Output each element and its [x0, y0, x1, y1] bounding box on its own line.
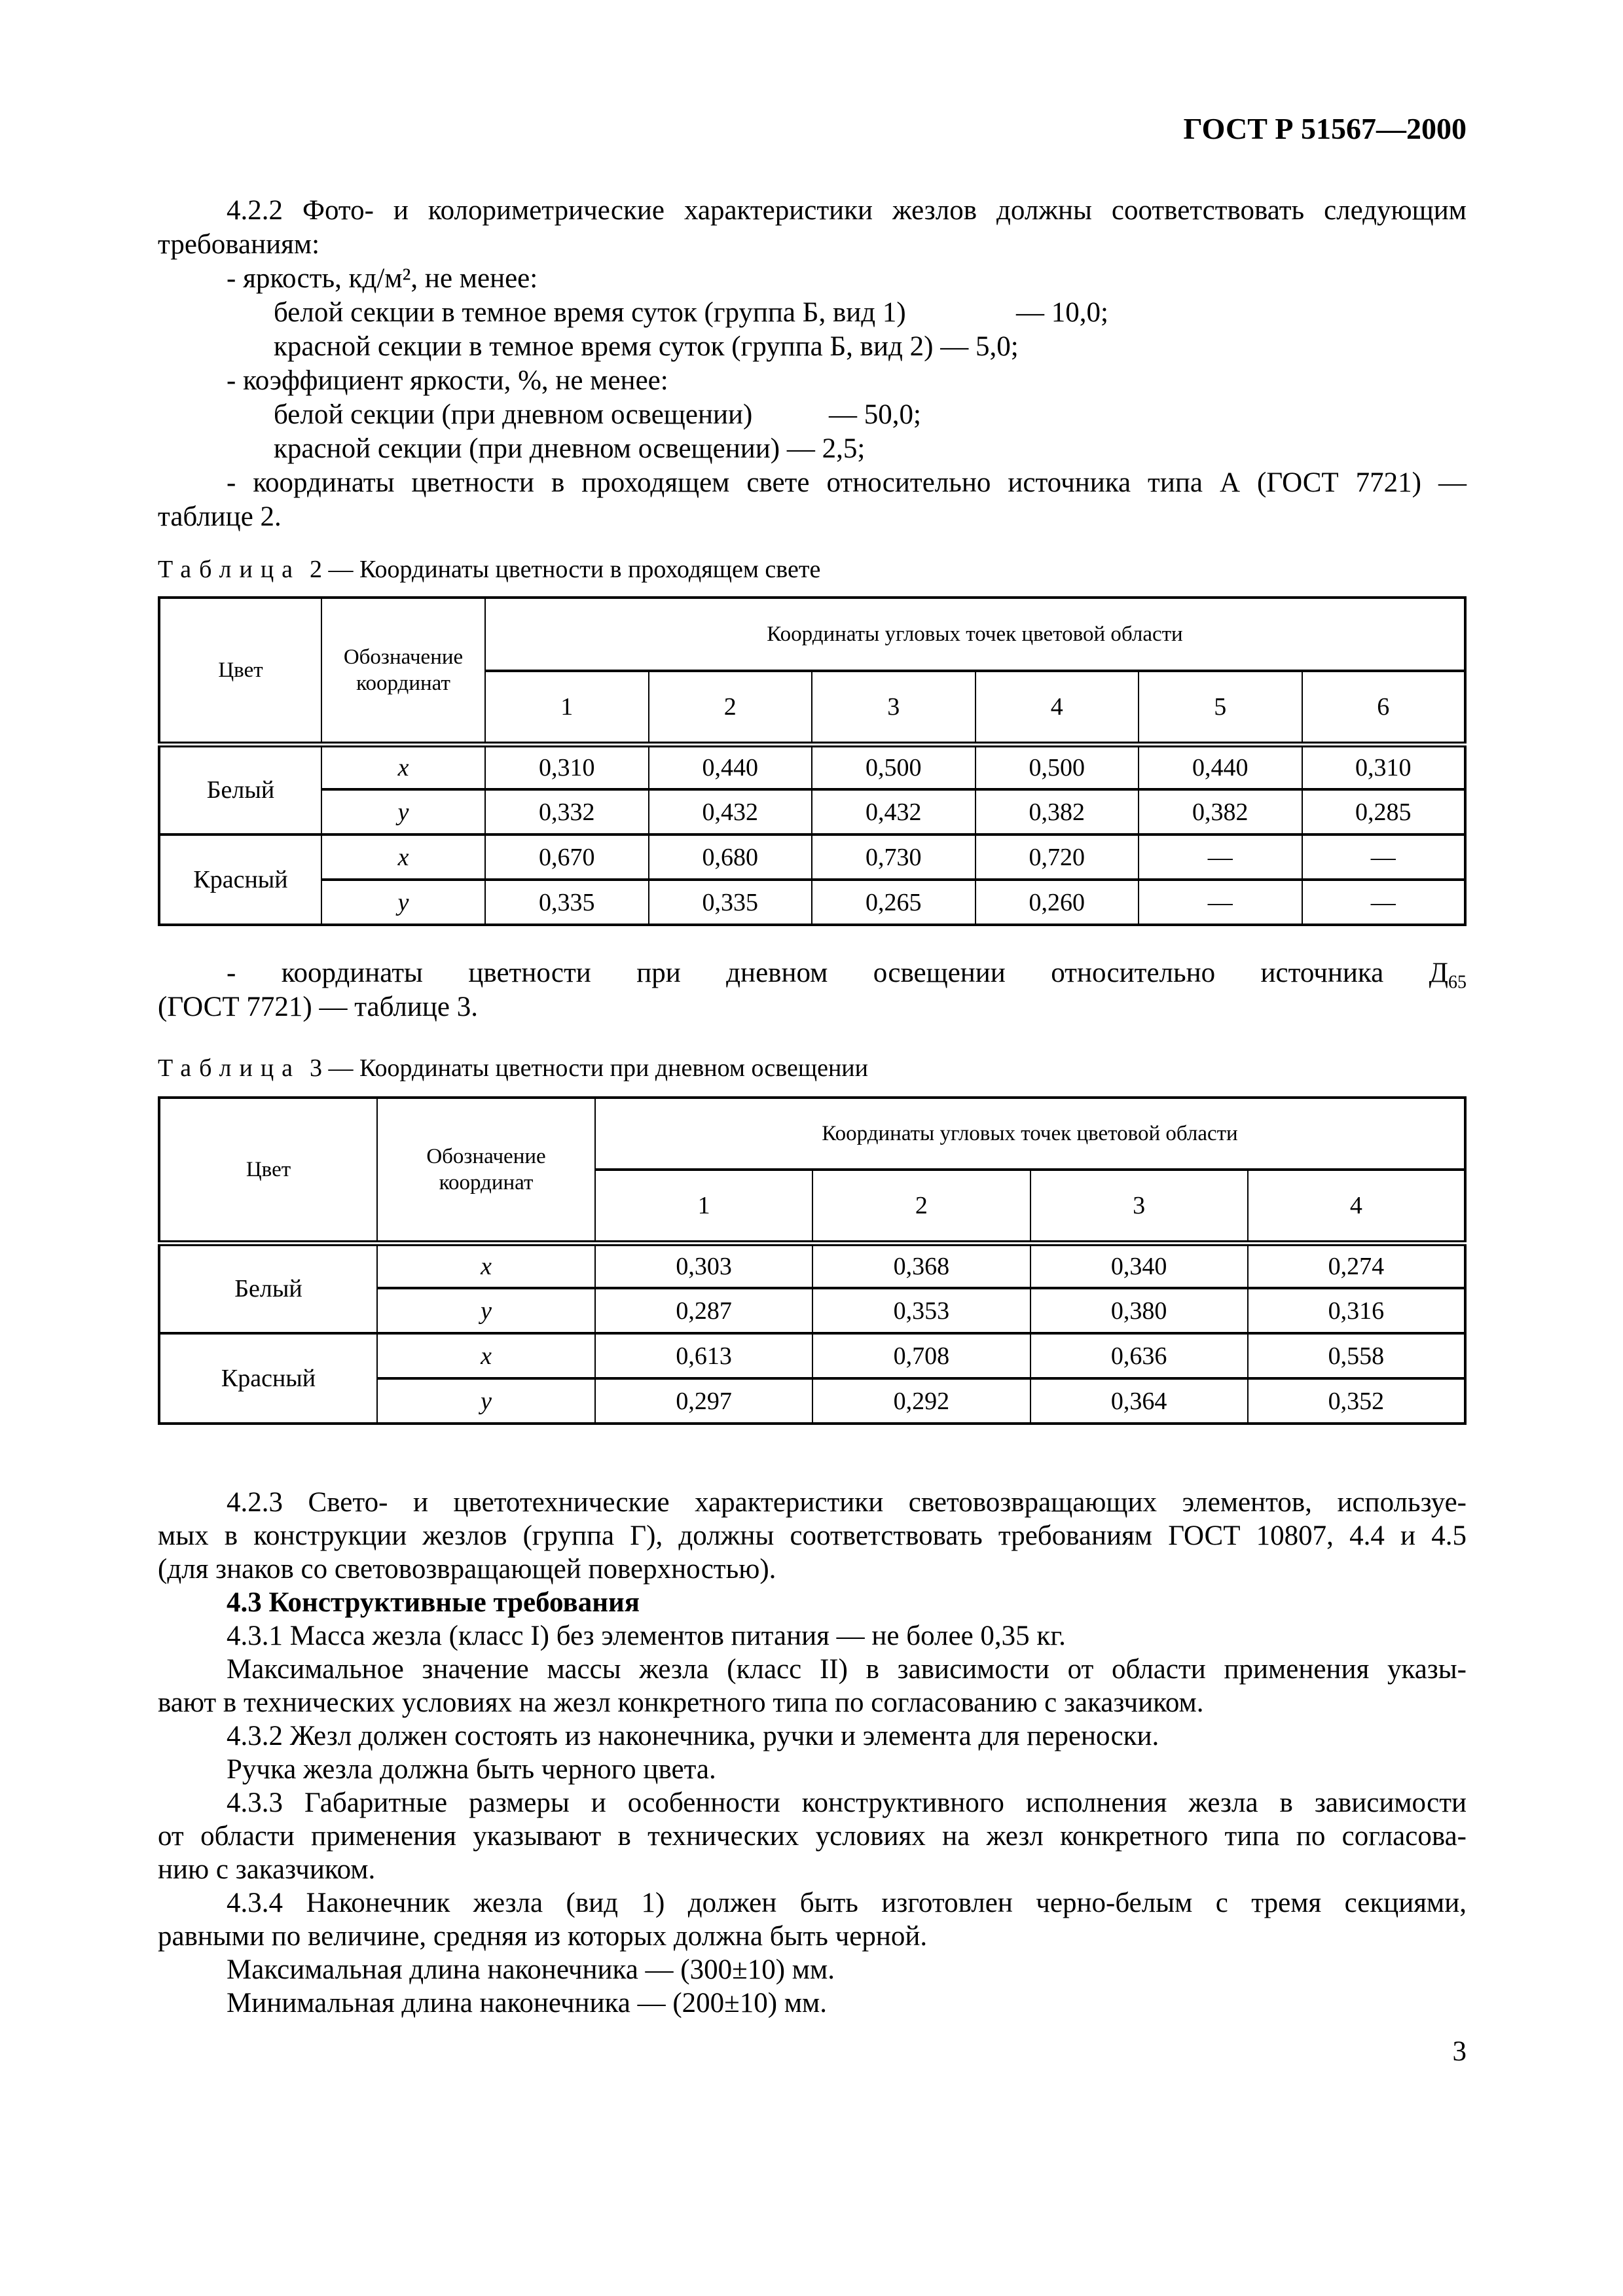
- text-line: [158, 398, 1467, 432]
- value-cell: 0,432: [812, 789, 976, 834]
- value-cell: 0,292: [812, 1378, 1030, 1424]
- point-header: 2: [649, 671, 812, 744]
- text-line: 4.3.2 Жезл должен состоять из наконечника, ручки и элемента для переноски.: [227, 1721, 1159, 1751]
- value-cell: 0,432: [649, 789, 812, 834]
- point-header: 6: [1302, 671, 1466, 744]
- point-header: 3: [812, 671, 976, 744]
- value-cell: 0,708: [812, 1333, 1030, 1378]
- value-cell: 0,558: [1248, 1333, 1465, 1378]
- text-line: требованиям:: [158, 229, 320, 260]
- text-line: [158, 296, 1467, 330]
- table-3-caption: [158, 1054, 868, 1083]
- table-row: [159, 744, 1465, 789]
- table-row: [159, 880, 1465, 925]
- point-header: 1: [595, 1170, 812, 1243]
- table-row: [159, 1243, 1465, 1288]
- value-cell: 0,382: [976, 789, 1139, 834]
- value-cell: 0,636: [1030, 1333, 1248, 1378]
- value-cell: 0,303: [595, 1243, 812, 1288]
- text-line: Максимальное значение массы жезла (класс II) в зависимости от области применения указы-: [227, 1654, 1467, 1685]
- item-label: белой секции в темное время суток (группа Б, вид 1): [274, 297, 906, 328]
- value-cell: 0,364: [1030, 1378, 1248, 1424]
- value-cell: 0,353: [812, 1288, 1030, 1333]
- value-cell: 0,310: [1302, 744, 1466, 789]
- value-cell: —: [1302, 834, 1466, 880]
- value-cell: 0,332: [485, 789, 649, 834]
- value-cell: 0,265: [812, 880, 976, 925]
- coord-label: x: [377, 1333, 595, 1378]
- text-line: Ручка жезла должна быть черного цвета.: [227, 1754, 716, 1785]
- point-header: 1: [485, 671, 649, 744]
- coord-label: x: [377, 1243, 595, 1288]
- section-4-2-3-and-4-3: [158, 1486, 1467, 2020]
- point-header: 3: [1030, 1170, 1248, 1243]
- coord-label: x: [321, 834, 485, 880]
- value-cell: 0,380: [1030, 1288, 1248, 1333]
- text-line: мых в конструкции жезлов (группа Г), должны соответствовать требованиям ГОСТ 10807, 4.4 и 4.5: [158, 1520, 1467, 1551]
- text-line: 4.2.3 Свето- и цветотехнические характеристики световозвращающих элементов, используе-: [227, 1487, 1467, 1518]
- point-header: 4: [1248, 1170, 1465, 1243]
- section-4-2-2: [158, 194, 1467, 534]
- text-line: - яркость, кд/м², не менее:: [227, 263, 538, 294]
- text-line: нию с заказчиком.: [158, 1854, 376, 1885]
- value-cell: 0,382: [1139, 789, 1302, 834]
- caption-word: Таблица: [158, 1054, 301, 1082]
- value-cell: —: [1139, 880, 1302, 925]
- coord-label: y: [377, 1378, 595, 1424]
- page-number: 3: [1452, 2036, 1467, 2067]
- value-cell: 0,720: [976, 834, 1139, 880]
- section-heading: 4.3 Конструктивные требования: [227, 1587, 640, 1618]
- coord-label: x: [321, 744, 485, 789]
- point-header: 2: [812, 1170, 1030, 1243]
- item-label: красной секции в темное время суток (группа Б, вид 2): [274, 331, 934, 362]
- text-line: 4.2.2 Фото- и колориметрические характеристики жезлов должны соответствовать следующим: [227, 195, 1467, 226]
- text-line: (ГОСТ 7721) — таблице 3.: [158, 992, 478, 1022]
- header-coord: Обозначение координат: [377, 1098, 595, 1243]
- value-cell: —: [1302, 880, 1466, 925]
- table-2: [158, 596, 1467, 926]
- subscript: 65: [1448, 972, 1467, 993]
- text-line: вают в технических условиях на жезл конкретного типа по согласованию с заказчиком.: [158, 1687, 1204, 1718]
- item-label: белой секции (при дневном освещении): [274, 399, 753, 430]
- text-line: Минимальная длина наконечника — (200±10) мм.: [227, 1988, 828, 2018]
- value-cell: 0,285: [1302, 789, 1466, 834]
- value-cell: 0,274: [1248, 1243, 1465, 1288]
- text-line: - координаты цветности в проходящем свете относительно источника типа А (ГОСТ 7721) —: [227, 467, 1467, 498]
- text-line: Максимальная длина наконечника — (300±10) мм.: [227, 1954, 835, 1985]
- value-cell: 0,340: [1030, 1243, 1248, 1288]
- point-header: 5: [1139, 671, 1302, 744]
- value-cell: 0,500: [812, 744, 976, 789]
- header-color: Цвет: [159, 598, 321, 744]
- value-cell: 0,310: [485, 744, 649, 789]
- item-label: красной секции (при дневном освещении): [274, 433, 780, 464]
- value-cell: 0,260: [976, 880, 1139, 925]
- coord-label: y: [321, 880, 485, 925]
- value-cell: 0,670: [485, 834, 649, 880]
- text-line: (для знаков со световозвращающей поверхностью).: [158, 1554, 776, 1585]
- color-cell: Белый: [159, 744, 321, 834]
- text-line: равными по величине, средняя из которых должна быть черной.: [158, 1921, 928, 1952]
- table-row: [159, 834, 1465, 880]
- color-cell: Красный: [159, 834, 321, 925]
- value-cell: 0,335: [485, 880, 649, 925]
- item-value: — 10,0;: [1016, 297, 1108, 328]
- text-line: таблице 2.: [158, 501, 282, 532]
- value-cell: 0,730: [812, 834, 976, 880]
- value-cell: 0,368: [812, 1243, 1030, 1288]
- table-2-caption: [158, 555, 820, 584]
- value-cell: 0,352: [1248, 1378, 1465, 1424]
- header-points: Координаты угловых точек цветовой области: [485, 598, 1465, 671]
- item-value: — 5,0;: [940, 331, 1019, 362]
- value-cell: 0,440: [649, 744, 812, 789]
- item-value: — 50,0;: [829, 399, 921, 430]
- value-cell: 0,297: [595, 1378, 812, 1424]
- text-line: 4.3.1 Масса жезла (класс I) без элементов питания — не более 0,35 кг.: [227, 1621, 1066, 1651]
- header-color: Цвет: [159, 1098, 377, 1243]
- table-3: [158, 1096, 1467, 1425]
- text-line: 4.3.3 Габаритные размеры и особенности конструктивного исполнения жезла в зависимости: [227, 1787, 1467, 1818]
- value-cell: —: [1139, 834, 1302, 880]
- value-cell: 0,613: [595, 1333, 812, 1378]
- text-line: 4.3.4 Наконечник жезла (вид 1) должен быть изготовлен черно-белым с тремя секциями,: [227, 1888, 1467, 1918]
- coord-label: y: [321, 789, 485, 834]
- item-value: — 2,5;: [786, 433, 866, 464]
- caption-text: 3 — Координаты цветности при дневном освещении: [310, 1054, 868, 1082]
- table-row: [159, 1333, 1465, 1378]
- header-coord: Обозначение координат: [321, 598, 485, 744]
- color-cell: Белый: [159, 1243, 377, 1333]
- table-row: [159, 789, 1465, 834]
- coord-label: y: [377, 1288, 595, 1333]
- text: - координаты цветности при дневном освещении относительно источника Д: [227, 958, 1448, 988]
- value-cell: 0,287: [595, 1288, 812, 1333]
- value-cell: 0,500: [976, 744, 1139, 789]
- color-cell: Красный: [159, 1333, 377, 1424]
- point-header: 4: [976, 671, 1139, 744]
- caption-text: 2 — Координаты цветности в проходящем свете: [310, 556, 821, 583]
- text-line: от области применения указывают в технических условиях на жезл конкретного типа по согласова-: [158, 1821, 1467, 1852]
- text-line: - коэффициент яркости, %, не менее:: [227, 365, 668, 396]
- value-cell: 0,680: [649, 834, 812, 880]
- value-cell: 0,335: [649, 880, 812, 925]
- caption-word: Таблица: [158, 556, 301, 583]
- text-line: [158, 432, 1467, 466]
- document-code: ГОСТ Р 51567—2000: [1183, 112, 1467, 145]
- text-line: [158, 956, 1467, 993]
- value-cell: 0,316: [1248, 1288, 1465, 1333]
- header-points: Координаты угловых точек цветовой области: [595, 1098, 1465, 1170]
- value-cell: 0,440: [1139, 744, 1302, 789]
- chromaticity-daylight-para: [158, 956, 1467, 1024]
- text-line: [158, 330, 1467, 364]
